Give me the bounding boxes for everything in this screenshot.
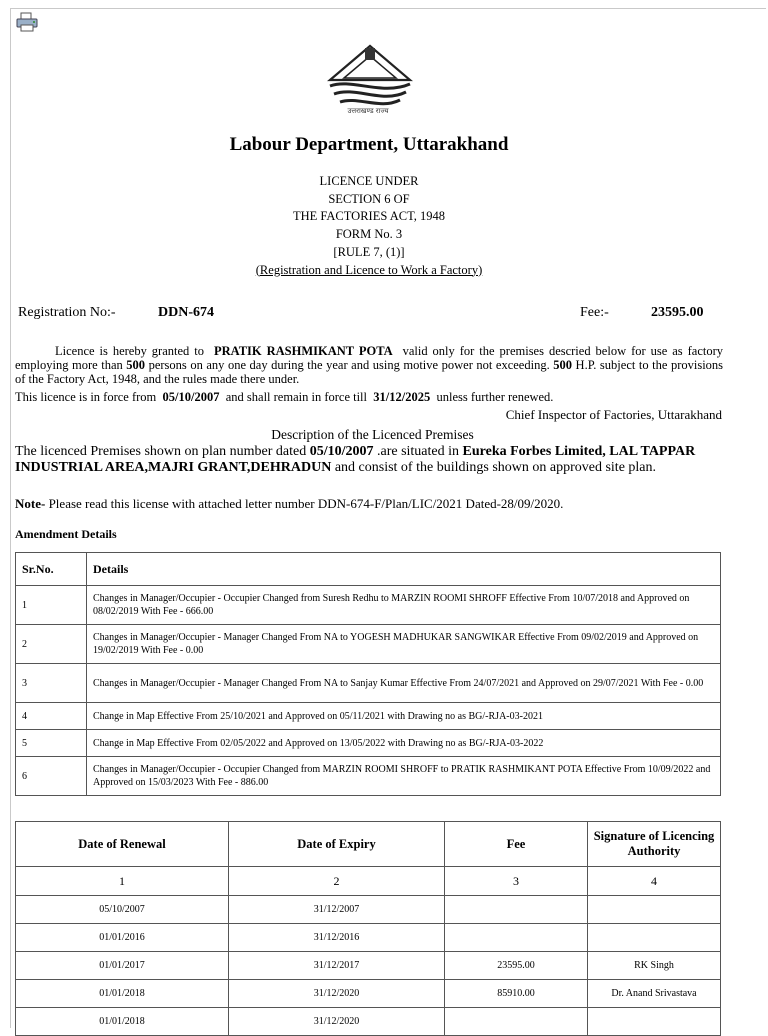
signature-cell <box>588 896 721 924</box>
renewal-table <box>15 821 721 1036</box>
signature-cell <box>588 1008 721 1036</box>
table-row <box>16 730 721 757</box>
col-header-renewal: Date of Renewal <box>16 822 229 867</box>
table-row <box>16 952 721 980</box>
details-cell: Change in Map Effective From 02/05/2022 and Approved on 13/05/2022 with Drawing no as BG/-RJA-03-2022 <box>87 730 721 757</box>
licence-holder: PRATIK RASHMIKANT POTA <box>213 344 393 358</box>
amendment-heading: Amendment Details <box>15 527 117 541</box>
table-row <box>16 1008 721 1036</box>
table-row <box>16 924 721 952</box>
registration-number: DDN-674 <box>158 305 214 320</box>
table-header-row <box>16 553 721 586</box>
fee-cell <box>445 896 588 924</box>
expiry-date-cell: 31/12/2007 <box>229 896 445 924</box>
col-header-details: Details <box>87 553 721 586</box>
col-header-expiry: Date of Expiry <box>229 822 445 867</box>
fee-cell <box>445 924 588 952</box>
note-text: Note- Please read this license with attached letter number DDN-674-F/Plan/LIC/2021 Dated-28/09/2020. <box>15 496 564 511</box>
renewal-date-cell: 01/01/2018 <box>16 1008 229 1036</box>
heading-line: THE FACTORIES ACT, 1948 <box>292 209 446 224</box>
details-cell: Changes in Manager/Occupier - Manager Changed From NA to Sanjay Kumar Effective From 24/07/2021 and Approved on 29/07/2021 With Fee - 0.00 <box>87 664 721 703</box>
renewal-date-cell: 01/01/2016 <box>16 924 229 952</box>
plan-date: 05/10/2007 <box>309 444 374 459</box>
table-row <box>16 586 721 625</box>
table-row <box>16 703 721 730</box>
col-header-sr: Sr.No. <box>16 553 87 586</box>
form-subtitle: (Registration and Licence to Work a Factory) <box>255 262 483 277</box>
valid-till-date: 31/12/2025 <box>373 390 431 404</box>
renewal-date-cell: 01/01/2018 <box>16 980 229 1008</box>
hp-value: 500 <box>553 358 572 372</box>
table-header-row <box>16 822 721 867</box>
details-cell: Changes in Manager/Occupier - Manager Changed From NA to YOGESH MADHUKAR SANGWIKAR Effective From 09/02/2019 and Approved on 19/02/2019 With Fee - 0.00 <box>87 625 721 664</box>
sr-cell: 1 <box>16 586 87 625</box>
amendment-table <box>15 552 721 796</box>
expiry-date-cell: 31/12/2017 <box>229 952 445 980</box>
note-label: Note- <box>15 496 46 511</box>
premises-description: The licenced Premises shown on plan number dated 05/10/2007 .are situated in Eureka Forbes Limited, LAL TAPPAR INDUSTRIAL AREA,MAJRI GRANT,DEHRADUN and consist of the buildings shown on approved site plan. <box>15 444 696 475</box>
table-row <box>16 896 721 924</box>
sr-cell: 5 <box>16 730 87 757</box>
table-row <box>16 980 721 1008</box>
logo-caption: उत्तराखण्ड राज्य <box>347 107 389 115</box>
form-heading <box>0 173 738 279</box>
sr-cell: 4 <box>16 703 87 730</box>
printer-icon[interactable] <box>15 12 39 32</box>
table-row <box>16 625 721 664</box>
registration-label: Registration No:- <box>18 305 116 320</box>
heading-line: [RULE 7, (1)] <box>333 244 405 259</box>
fee-cell <box>445 1008 588 1036</box>
licence-validity: This licence is in force from 05/10/2007 and shall remain in force till 31/12/2025 unless further renewed. <box>15 390 554 404</box>
col-header-signature: Signature of Licencing Authority <box>588 822 721 867</box>
premises-heading: Description of the Licenced Premises <box>271 427 474 442</box>
fee-cell: 23595.00 <box>445 952 588 980</box>
col-header-fee: Fee <box>445 822 588 867</box>
signature-cell: Dr. Anand Srivastava <box>588 980 721 1008</box>
sr-cell: 3 <box>16 664 87 703</box>
signature-cell: RK Singh <box>588 952 721 980</box>
fee-cell: 85910.00 <box>445 980 588 1008</box>
renewal-date-cell: 01/01/2017 <box>16 952 229 980</box>
valid-from-date: 05/10/2007 <box>162 390 220 404</box>
column-number-row: 1 2 3 4 <box>16 867 721 896</box>
expiry-date-cell: 31/12/2016 <box>229 924 445 952</box>
fee-value: 23595.00 <box>651 305 704 320</box>
expiry-date-cell: 31/12/2020 <box>229 980 445 1008</box>
chief-inspector-signatory: Chief Inspector of Factories, Uttarakhand <box>505 407 722 422</box>
table-row <box>16 757 721 796</box>
heading-line: FORM No. 3 <box>335 227 403 242</box>
expiry-date-cell: 31/12/2020 <box>229 1008 445 1036</box>
renewal-date-cell: 05/10/2007 <box>16 896 229 924</box>
licence-paragraph: Licence is hereby granted to PRATIK RASHMIKANT POTA valid only for the premises descried below for use as factory employing more than 500 persons on any one day during the year and using motive power not exceeding. 500 H.P. subject to the provisions of the Factory Act, 1948, and the rules made there under. <box>15 344 724 386</box>
persons-count: 500 <box>126 358 146 372</box>
premises-location: Eureka Forbes Limited, LAL TAPPAR INDUSTRIAL AREA,MAJRI GRANT,DEHRADUN <box>15 444 696 475</box>
sr-cell: 6 <box>16 757 87 796</box>
details-cell: Changes in Manager/Occupier - Occupier Changed from Suresh Redhu to MARZIN ROOMI SHROFF Effective From 10/07/2018 and Approved on 08/02/2019 With Fee - 666.00 <box>87 586 721 625</box>
heading-line: LICENCE UNDER <box>319 174 419 188</box>
page-title: Labour Department, Uttarakhand <box>229 134 509 155</box>
details-cell: Changes in Manager/Occupier - Occupier Changed from MARZIN ROOMI SHROFF to PRATIK RASHMIKANT POTA Effective From 10/09/2022 and Approved on 15/03/2023 With Fee - 886.00 <box>87 757 721 796</box>
signature-cell <box>588 924 721 952</box>
fee-label: Fee:- <box>580 305 609 320</box>
table-row <box>16 664 721 703</box>
sr-cell: 2 <box>16 625 87 664</box>
heading-line: SECTION 6 OF <box>328 191 410 206</box>
details-cell: Change in Map Effective From 25/10/2021 and Approved on 05/11/2021 with Drawing no as BG/-RJA-03-2021 <box>87 703 721 730</box>
